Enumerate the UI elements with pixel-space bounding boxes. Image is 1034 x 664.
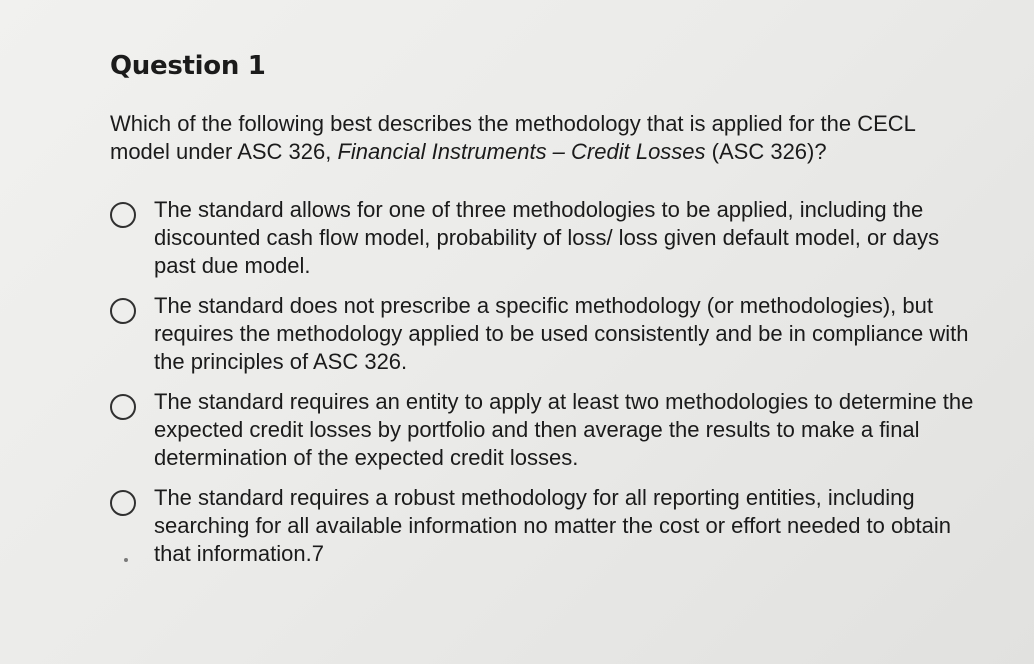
answer-option-label: The standard requires a robust methodology for all reporting entities, including searching for all available information no matter the cost or effort needed to obtain that information.7 [154,485,951,566]
radio-button-icon[interactable] [110,394,136,420]
radio-button-icon[interactable] [110,202,136,228]
answer-option-4[interactable] [110,484,990,568]
answer-option-label: The standard allows for one of three methodologies to be applied, including the discounted cash flow model, probability of loss/ loss given default model, or days past due model. [154,197,940,278]
answer-options [110,196,990,580]
answer-option-label: The standard does not prescribe a specific methodology (or methodologies), but requires the methodology applied to be used consistently and be in compliance with the principles of ASC 326. [154,293,969,374]
question-text-italic: Financial Instruments – Credit Losses [337,139,706,164]
question-text-end: (ASC 326)? [705,139,827,164]
answer-option-2[interactable] [110,292,990,376]
answer-option-label: The standard requires an entity to apply at least two methodologies to determine the expected credit losses by portfolio and then average the results to make a final determination of the expected credit losses. [154,389,974,470]
question-text-start: Which of the following best describes the methodology that is applied for the CECL model under ASC 326, [110,111,916,164]
stray-dot [124,558,128,562]
answer-option-3[interactable] [110,388,990,472]
radio-button-icon[interactable] [110,490,136,516]
answer-option-1[interactable] [110,196,990,280]
radio-button-icon[interactable] [110,298,136,324]
question-container [110,48,990,166]
question-title: Question 1 [110,51,266,81]
question-text [110,110,970,166]
